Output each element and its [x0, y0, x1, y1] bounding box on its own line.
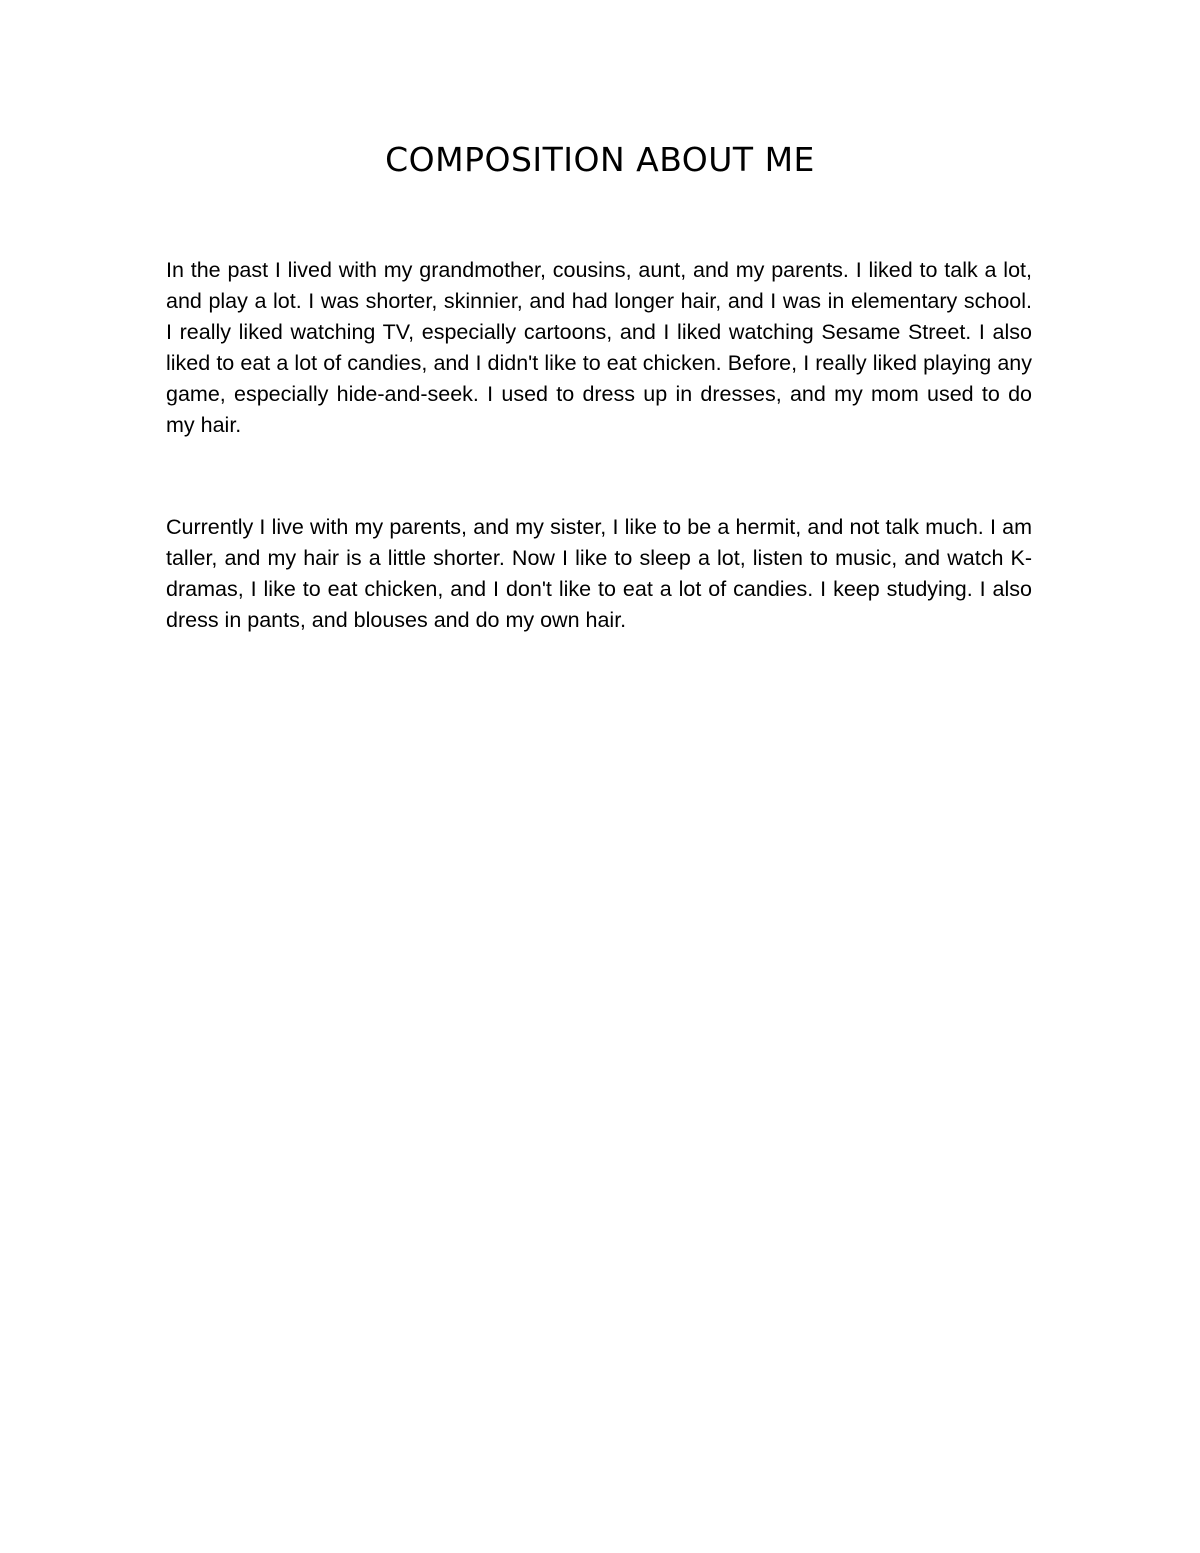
- paragraph-present: Currently I live with my parents, and my sister, I like to be a hermit, and not talk much. I am taller, and my hair is a little shorter. Now I like to sleep a lot, listen to music, and watch K-dramas, I like to eat chicken, and I don't like to eat a lot of candies. I keep studying. I also dress in pants, and blouses and do my own hair.: [166, 515, 1032, 632]
- paragraph-past: In the past I lived with my grandmother, cousins, aunt, and my parents. I liked to talk a lot, and play a lot. I was shorter, skinnier, and had longer hair, and I was in elementary school. I really liked watching TV, especially cartoons, and I liked watching Sesame Street. I also liked to eat a lot of candies, and I didn't like to eat chicken. Before, I really liked playing any game, especially hide-and-seek. I used to dress up in dresses, and my mom used to do my hair.: [166, 258, 1032, 437]
- document-title: COMPOSITION ABOUT ME: [385, 140, 815, 179]
